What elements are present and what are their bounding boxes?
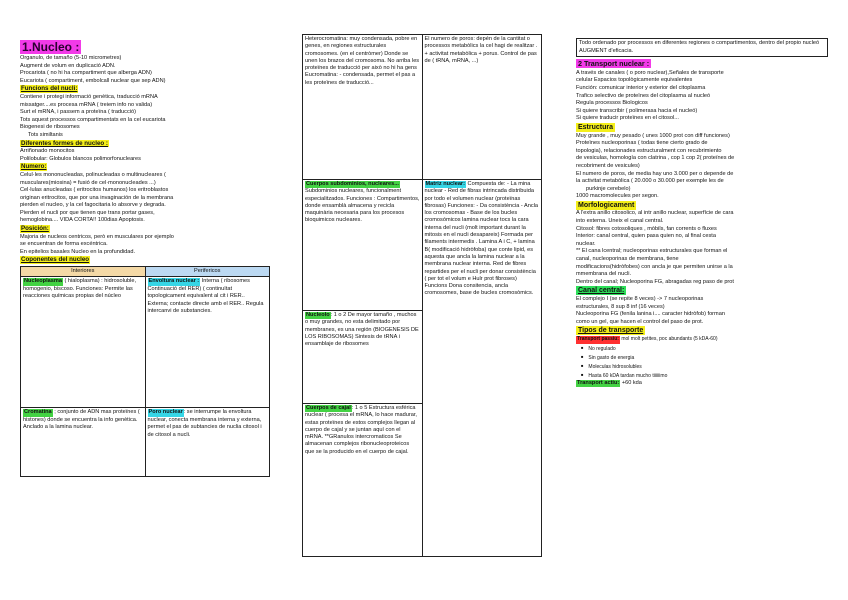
funcions-line: Surt el mRNA, i passem a proteïna ( traducció) xyxy=(20,109,136,116)
componentes-table xyxy=(20,266,270,477)
formes-line: Arriñonado monocitos xyxy=(20,148,75,155)
estructura-line: purkinje cerebelo) xyxy=(586,185,631,192)
heading-canal-central: Canal central: xyxy=(578,287,625,295)
morfo-line: Dentro del canal; Nucleoporina FG, abragadas reg paso de prot xyxy=(576,278,734,285)
tag-cuerpos-cajal: Cuerpos de cajal xyxy=(306,405,351,411)
canal-line: El complejo I (se repite 8 veces) -> 7 nucleoporinas xyxy=(576,296,704,302)
funcions-line: Biogenesi de ribosomes xyxy=(20,124,80,131)
transport-line: A través de canales ( o poro nuclear),Señales de transporte xyxy=(576,69,724,76)
estructura-line: de vesiculas, homología con clatrina , cop 1 cop 2( proteïnes de xyxy=(576,155,735,162)
cell-text: Interna ( ribosomes Continuació del RER) ( continuïtat topologicament equivalent al cit i RER.. Externa; contacte directe amb el RER.. Regula intercanvi de substancies. xyxy=(147,278,264,315)
heading-posicion: Posición: xyxy=(21,225,49,233)
column-2 xyxy=(302,34,542,557)
morfo-line: mmembrana del nucli. xyxy=(576,271,632,278)
table-row xyxy=(303,180,542,311)
heading-estructura: Estructura xyxy=(578,123,614,131)
passiu-text: mol molt petites, poc abundants (5 kDA-60) xyxy=(619,335,718,342)
table-cell xyxy=(21,408,146,477)
table-row xyxy=(21,408,270,477)
intro-line: Procariota ( no hi ha compartiment que alberga ADN) xyxy=(20,70,152,77)
intro-line: Eucariota ( compartiment, embolcall nuclear que sep ADN) xyxy=(20,77,166,84)
cell-text: : se interrumpe la envoltura nuclear, conecta membrana interna y externa, permet el pas de subtancies de nuclia citosol i de citosol a nucli. xyxy=(147,409,262,438)
estructura-line: El numero de poros, de media hay uno 3.000 per o depende de xyxy=(576,170,734,177)
heading-componentes: Coponentes del nucleo xyxy=(21,256,90,264)
tag-matriz-nuclear: Matriz nuclear: xyxy=(425,181,465,187)
column-1 xyxy=(20,40,282,477)
table-cell xyxy=(303,311,423,404)
table-cell xyxy=(422,35,542,180)
heading-funcions: Funcions del nucli: xyxy=(21,85,78,93)
numero-line: Celul·les mononucleadas, polinucleadas o multinucleares ( xyxy=(20,171,166,178)
passiu-line xyxy=(576,336,828,344)
cell-text: El numero de poros: depén de la cantitat o processos metabòlics la cel hagi de realitzar . + activitat metabòlica + porus. Control de pas de ( tRNA, mRNA, ...) xyxy=(424,36,538,64)
list-item: ■ No regulado xyxy=(590,344,828,353)
numero-line: Cel·lulas anucleadas ( eritrocitos humanos) los eritroblastos xyxy=(20,187,169,194)
estructura-line: 1000 macromolecules per segon. xyxy=(576,193,659,200)
formes-line: Polilobular: Globulos blancos polimorfonucleares xyxy=(20,155,141,162)
transport-line: Si quiere transcribir ( polimerasa hacia el nucleó) xyxy=(576,107,698,114)
column-3 xyxy=(576,38,828,387)
morfo-line: nuclear. xyxy=(576,240,596,247)
morfo-line: modificacions(hidròfobes) con ancla je que permiten unirse a la xyxy=(576,263,733,270)
morfo-line: A l'extra anillo citosolico, al intr anillo nuclear, superfície de cara xyxy=(576,210,734,217)
list-item: ■ Sin gasto de energia xyxy=(590,353,828,362)
numero-line: hemoglobina.... VIDA CORTA!! 100dias Apoptosis. xyxy=(20,217,145,224)
table-cell xyxy=(422,180,542,557)
tag-cuerpos-subdominios: Cuerpos subdominios, nucleares... xyxy=(306,181,399,187)
intro-box-text: Todo ordenado por processos en diferentes regiones o compartimentos, dentro del propio nucleó AUGMENT d'eficacia. xyxy=(579,40,820,54)
table-cell xyxy=(21,277,146,408)
table-cell xyxy=(303,35,423,180)
list-item: ■ Hasta 60 kDA tardan mucho tiiiiiimo xyxy=(590,371,828,380)
passiu-bullets xyxy=(576,344,828,380)
table-cell xyxy=(145,277,270,408)
list-item: ■ Moleculas hidrosolubles xyxy=(590,362,828,371)
table-header-interiores: Interiores xyxy=(21,267,146,277)
heading-numero: Numero: xyxy=(21,163,47,171)
funcions-line: Tots similtanis xyxy=(28,131,63,138)
funcions-line: missatger....es procesa mRNA ( treiem info no valida) xyxy=(20,101,153,108)
transport-line: celular Espacios topològicamente equivalentes xyxy=(576,77,693,84)
tag-envoltura: Envoltura nuclear : xyxy=(148,278,200,285)
intro-line: Augment de volum en duplicació ADN. xyxy=(20,62,116,69)
tag-nucleoplasma: Nucleoplasma xyxy=(24,278,62,285)
table-cell xyxy=(303,180,423,311)
continuation-table xyxy=(302,34,542,557)
cell-text: : 1 o 2 De mayor tamaño , muchos o muy grandes, no esta delimitado por membranes, es una región (BIOGENESIS DE LOS RIBOSOMAS) Sintesis de tRNA i ensamblaje de ribosomes xyxy=(305,312,419,348)
estructura-line: Proteïnes nucleoporinas ( todas tiene cierto grado de xyxy=(576,140,708,147)
estructura-line: la activitat metabòlica ( 20.000 o 30.000 per exemple les de xyxy=(576,178,724,185)
transport-line: Regula processos Biologicos xyxy=(576,100,648,107)
actiu-text: +60 kda xyxy=(620,379,642,386)
canal-line: como un gel, que hacen el control del paso de prot. xyxy=(576,318,704,325)
cell-text: Compuesta de: - La mina nuclear - Red de fibras intrincada distribuida por todo el volumen nuclear (proteïnas fibrosas) Funciones: - Da consistència - Ancla los cromosomas - Base de los bucles cromosómicos lamina nuclear tocs la cara interna del nucli (molt important durant la mitosis en el nucli desapareix) Formada per filaments intermedis . Lamina A i C, + lamina B( modificació hidròfoba) que conte lipid, es aquesta que ancla la lamina nuclear a la membrana nuclear interna. Red de fibres repartides per el nucli per donar consistència ( per tot el volum e Hulr prot fibroses) Funcions Dona consitencia, ancla cromosomes, base de bucles cromosòmics. xyxy=(424,181,538,297)
morfo-line: ** El cana lcentral; nucleoporinas estructurales que forman el xyxy=(576,248,728,255)
actiu-line xyxy=(576,380,828,388)
numero-line: Pierden el nucli por que tienen que trans portar gases, xyxy=(20,209,155,216)
table-cell xyxy=(303,404,423,557)
cell-text: Subdominios nucleares, funcionalment especialitzados. Funciones : Compartimentos, donde ensamblà almacena y recicla maquinària necesaria para los procesos bioquimicos nucleares. xyxy=(305,188,420,224)
table-cell xyxy=(145,408,270,477)
morfo-line: Interior: canal central, quien pasa quien no, al final cesta xyxy=(576,233,716,240)
tag-poro: Poro nuclear xyxy=(148,409,183,416)
canal-line: estructurales, 8 sup 8 inf (16 veces) xyxy=(576,303,665,310)
heading-morfologicament: Morfologicament xyxy=(578,201,635,209)
morfo-line: canal, nucleoporinas de membrana, tiene xyxy=(576,256,679,263)
tag-nucleolo: Nucleolo xyxy=(306,312,330,318)
transport-line: Función: comunicar interior y exterior del citoplasma xyxy=(576,84,706,91)
estructura-line: topologia), relacionades estructuralment con recubrimiento xyxy=(576,147,722,154)
table-row xyxy=(303,35,542,180)
posicion-line: se encuentran de forma excéntrica. xyxy=(20,241,108,248)
morfo-line: into externa. Uneix el canal central. xyxy=(576,218,664,225)
intro-box xyxy=(576,38,828,57)
funcions-line: Tots aquest processos compartimentats en la cel eucariota xyxy=(20,116,166,123)
numero-line: musculares(miosina) = fusió de cel·mononucleades ...) xyxy=(20,179,156,186)
estructura-line: Muy grande , muy pesado ( unes 1000 prot con diff funciones) xyxy=(576,132,730,139)
transport-line: Trafico selectivo de proteïnes del citoplasma al nucleó xyxy=(576,92,711,99)
intro-line: Organulo, de tamaño (5-10 micrometres) xyxy=(20,55,122,61)
canal-line: Nucleoporina FG (fenila lanina i.... caracter hidròfob) forman xyxy=(576,311,725,318)
morfo-line: Citosol: fibres cotosoliques , mòbils, fan corrents o fluxes xyxy=(576,225,717,232)
posicion-line: En epitelios basales Nucleo en la profundidad. xyxy=(20,248,136,255)
tag-cromatina: Cromatina xyxy=(24,409,52,416)
cell-text: ; conjunto de ADN mas proteïnes ( histones) donde se encuentra la info genètica. Anclado a la lamina nuclear. xyxy=(23,409,140,431)
cell-text: Heterocromatina: muy condensada, pobre en genes, en regiones estructurales cromosomes. (en el centròmer) Donde se unen los brazos del cromosoma. No arriba les proteïnes de traducció per això no hi ha gens Eucromatina: - condensada, permet el pas a les proteïnes de traducció... xyxy=(305,36,420,86)
tag-transport-actiu: Transport actiu: xyxy=(577,379,620,386)
numero-line: originan eritrocitos, que por una invaginación de la membrana xyxy=(20,194,174,201)
section-title-nucleo: 1.Nucleo : xyxy=(22,40,80,54)
posicion-line: Majoria de nucleos centricos, però en musculares por ejemplo xyxy=(20,233,174,240)
section-title-transport: 2 Transport nuclear : xyxy=(578,59,650,69)
heading-formes: Diferentes formes de nucleo : xyxy=(21,139,108,147)
transport-line: Si quiere traducir proteïnes en el citosol... xyxy=(576,115,679,122)
cell-text: ( hialoplasma) : hidrosoluble, homogenio, biscoso. Funciones: Permite las reacciones químicas propias del núcleo xyxy=(23,278,137,300)
tag-transport-passiu: Transport passiu: xyxy=(577,335,619,342)
funcions-line: Contiene i protegi informació genètica, traducció mRNA xyxy=(20,93,158,100)
heading-tipos-transporte: Tipos de transporte xyxy=(578,327,644,335)
cell-text: : 1 o 5 Estructura esférica nuclear ( procesa el mRNA, lo hace madurar, estas proteïnes de estos complejos llegan al cuerpo de cajal y se juntan aquí con el mRNA. **GRanulos intercromaticos Se almacenan complejos ribonucleoproteicos que se la producido en el cuerpo de cajal. xyxy=(305,405,417,455)
estructura-line: recobriment de vesicules) xyxy=(576,162,640,169)
table-row xyxy=(21,277,270,408)
numero-line: pierden el nucleo, y la cel fagocitaria lo absorve y degrada. xyxy=(20,202,166,209)
table-header-perifericos: Perifericos xyxy=(145,267,270,277)
